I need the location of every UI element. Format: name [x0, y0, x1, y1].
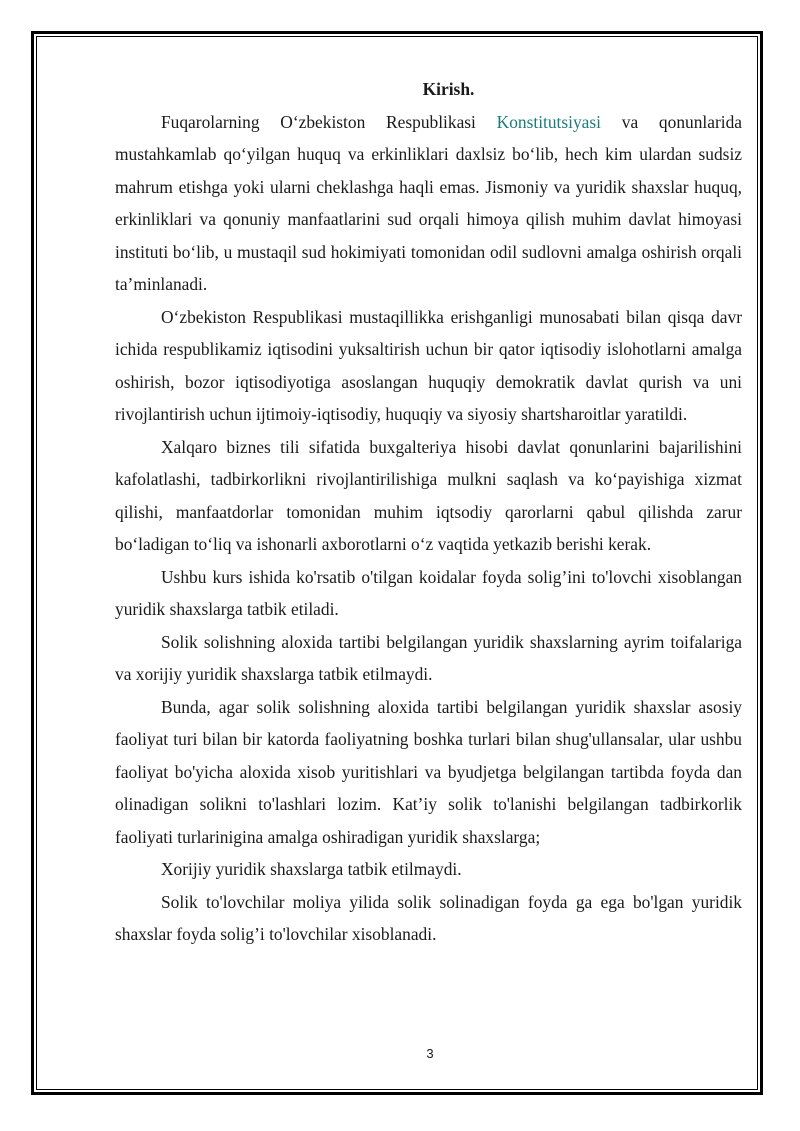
- paragraph-1-start: Fuqarolarning O‘zbekiston Respublikasi: [161, 111, 497, 132]
- paragraph-5: Solik solishning aloxida tartibi belgilangan yuridik shaxslarning ayrim toifalariga va xorijiy yuridik shaxslarga tatbik etilmaydi.: [115, 631, 742, 684]
- page-number: 3: [426, 1046, 434, 1061]
- paragraph-8: Solik to'lovchilar moliya yilida solik solinadigan foyda ga ega bo'lgan yuridik shaxslar foyda solig’i to'lovchilar xisoblanadi.: [115, 891, 742, 944]
- paragraph-6: Bunda, agar solik solishning aloxida tartibi belgilangan yuridik shaxslar asosiy faoliyat turi bilan bir katorda faoliyatning boshka turlari bilan shug'ullansalar, ular ushbu faoliyat bo'yicha aloxida xisob yuritishlari va byudjetga belgilangan tartibda foyda dan olinadigan solikni to'lashlari lozim. Kat’iy solik to'lanishi belgilangan tadbirkorlik faoliyati turlarinigina amalga oshiradigan yuridik shaxslarga;: [115, 696, 742, 847]
- paragraph-1-rest: va qonunlarida mustahkamlab qo‘yilgan huquq va erkinliklari daxlsiz bo‘lib, hech kim ulardan sudsiz mahrum etishga yoki ularni cheklashga haqli emas. Jismoniy va yuridik shaxslar huquq, erkinliklari va qonuniy manfaatlarini sud orqali himoya qilish muhim davlat himoyasi instituti bo‘lib, u mustaqil sud hokimiyati tomonidan odil sudlovni amalga oshirish orqali ta’minlanadi.: [115, 111, 742, 294]
- document-body: [115, 73, 742, 951]
- paragraph-7: Xorijiy yuridik shaxslarga tatbik etilmaydi.: [161, 859, 462, 879]
- paragraph-3: Xalqaro biznes tili sifatida buxgalteriya hisobi davlat qonunlarini bajarilishini kafolatlashi, tadbirkorlikni rivojlantirilishiga mulkni saqlash va ko‘payishiga xizmat qilishi, manfaatdorlar tomonidan muhim iqtsodiy qarorlarni qabul qilishda zarur bo‘ladigan to‘liq va ishonarli axborotlarni o‘z vaqtida yetkazib berishi kerak.: [115, 436, 742, 554]
- konstitutsiya-link[interactable]: Konstitutsiyasi: [496, 111, 601, 132]
- paragraph-1: [115, 106, 742, 301]
- document-title: Kirish.: [422, 79, 475, 99]
- paragraph-2: O‘zbekiston Respublikasi mustaqillikka erishganligi munosabati bilan qisqa davr ichida respublikamiz iqtisodini yuksaltirish uchun bir qator iqtisodiy islohotlarni amalga oshirish, bozor iqtisodiyotiga asoslangan huquqiy demokratik davlat qurish va uni rivojlantirish uchun ijtimoiy-iqtisodiy, huquqiy va siyosiy shartsharoitlar yaratildi.: [115, 306, 742, 424]
- paragraph-4: Ushbu kurs ishida ko'rsatib o'tilgan koidalar foyda solig’ini to'lovchi xisoblangan yuridik shaxslarga tatbik etiladi.: [115, 566, 742, 619]
